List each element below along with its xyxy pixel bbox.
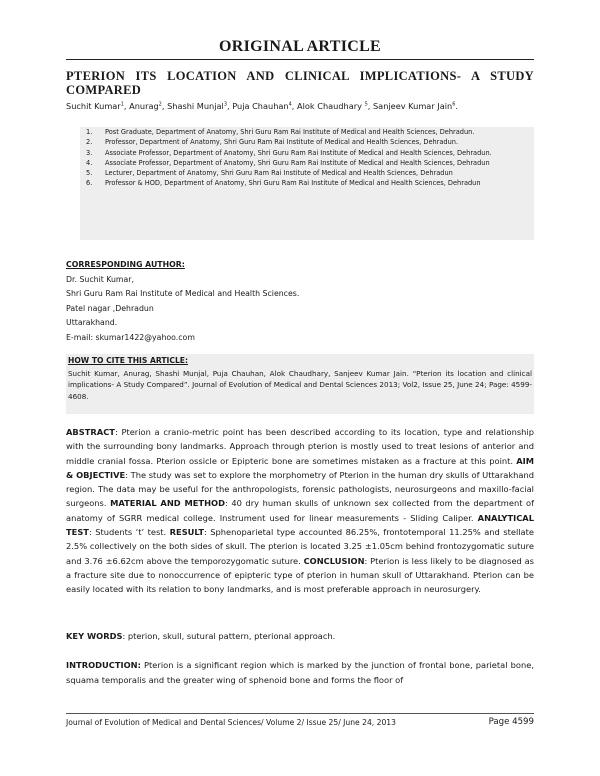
- affiliation-number: 3.: [86, 148, 93, 157]
- author-affiliation-number: 2: [158, 101, 162, 108]
- affiliation-text: Professor & HOD, Department of Anatomy, Shri Guru Ram Rai Institute of Medical and Health Sciences, Dehradun: [105, 179, 481, 188]
- introduction-text: Pterion is a significant region which is marked by the junction of frontal bone, parietal bone, squama temporalis and the greater wing of sphenoid bone and forms the floor of: [66, 660, 534, 686]
- article-title: PTERION ITS LOCATION AND CLINICAL IMPLICATIONS- A STUDY COMPARED: [66, 69, 534, 97]
- affiliation-item: [80, 137, 534, 147]
- abstract-background-text: : Pterion a cranio-metric point has been described according to its location, type and relationship with the surrounding bony landmarks. Approach through pterion is mostly used to treat lesions of anterior and middle cranial fossa. Pterion ossicle or Epipteric bone are sometimes mistaken as a fracture at this point.: [66, 427, 534, 466]
- affiliation-text: Associate Professor, Department of Anatomy, Shri Guru Ram Rai Institute of Medical and Health Sciences, Dehradun.: [105, 148, 492, 157]
- affiliations-list: [80, 127, 534, 189]
- author-separator: ,: [227, 101, 233, 111]
- footer-page-number: Page 4599: [488, 717, 534, 727]
- conclusion-text: : Pterion is less likely to be diagnosed as a fracture site due to nonoccurrence of epipteric type of pterion in human skull of Uttarakhand. Pterion can be easily located with its relation to bony landmarks, and is most preferable approach in neurosurgery.: [66, 555, 534, 595]
- header-divider: [66, 59, 534, 60]
- author-name: Puja Chauhan: [232, 101, 289, 111]
- article-type-header: ORIGINAL ARTICLE: [218, 38, 382, 55]
- author-separator: ,: [123, 101, 130, 111]
- affiliation-item: [80, 127, 534, 137]
- citation-text: Suchit Kumar, Anurag, Shashi Munjal, Puja Chauhan, Alok Chaudhary, Sanjeev Kumar Jain. “Pterion its location and clinical implications- A Study Compared”. Journal of Evolution of Medical and Dental Sciences 2013; Vol2, Issue 25, June 24; Page: 4599-4608.: [68, 369, 532, 401]
- affiliation-number: 2.: [86, 138, 93, 147]
- author-affiliation-number: 1: [120, 101, 124, 108]
- author-affiliation-number: 4: [288, 101, 292, 108]
- keywords-text: : pterion, skull, sutural pattern, pterional approach.: [122, 631, 336, 641]
- affiliation-item: [80, 178, 534, 188]
- author-name: Shashi Munjal: [167, 101, 224, 111]
- aim-text: : The study was set to explore the morphometry of Pterion in the human dry skulls of Uttarakhand region. The data may be useful for the anthropologists, forensic pathologists, neurosurgeons and maxillo-facial surgeons.: [66, 469, 534, 509]
- author-affiliation-number: 5: [364, 101, 368, 108]
- author-affiliation-number: 6: [452, 101, 456, 108]
- author-name: Sanjeev Kumar Jain: [372, 101, 453, 111]
- affiliation-number: 4.: [86, 158, 93, 167]
- author-affiliation-number: 3: [223, 101, 227, 108]
- affiliation-text: Associate Professor, Department of Anatomy, Shri Guru Ram Rai Institute of Medical and Health Sciences, Dehradun: [105, 158, 490, 167]
- author-separator: ,: [367, 101, 373, 111]
- author-name: Alok Chaudhary: [297, 101, 365, 111]
- footer-journal-info: Journal of Evolution of Medical and Dental Sciences/ Volume 2/ Issue 25/ June 24, 2013: [66, 718, 396, 727]
- affiliation-item: [80, 158, 534, 168]
- author-separator: ,: [291, 101, 298, 111]
- abstract-paragraph: [66, 425, 534, 597]
- citation-box: [66, 354, 534, 414]
- corresponding-author-email: E-mail: skumar1422@yahoo.com: [66, 332, 195, 342]
- affiliation-number: 5.: [86, 169, 93, 178]
- affiliation-item: [80, 168, 534, 178]
- author-separator: ,: [161, 101, 168, 111]
- result-text: : Sphenoparietal type accounted 86.25%, frontotemporal 11.25% and stellate 2.5% collectively on the both sides of skull. The pterion is located 3.25 ±1.05cm behind frontozygomatic suture and 3.76 ±6.62cm above the temporozygomatic suture.: [66, 527, 534, 566]
- corresponding-author-heading: CORRESPONDING AUTHOR:: [66, 260, 185, 269]
- citation-heading: HOW TO CITE THIS ARTICLE:: [68, 356, 189, 365]
- affiliation-item: [80, 148, 534, 158]
- abstract-heading: ABSTRACT: [66, 427, 115, 437]
- corresponding-author-name: Dr. Suchit Kumar,: [66, 274, 134, 284]
- author-name: Anurag: [129, 101, 159, 111]
- author-name: Suchit Kumar: [66, 101, 121, 111]
- result-heading: RESULT: [169, 527, 204, 538]
- corresponding-author-address: Patel nagar ,Dehradun: [66, 303, 154, 313]
- keywords-heading: KEY WORDS: [66, 631, 123, 641]
- keywords-line: [66, 629, 534, 643]
- method-text: : 40 dry human skulls of unknown sex collected from the department of anatomy of SGRR medical college. Instrument used for linear measurements - Sliding Caliper.: [66, 498, 535, 523]
- affiliation-number: 6.: [86, 179, 93, 188]
- corresponding-author-institute: Shri Guru Ram Rai Institute of Medical and Health Sciences.: [66, 289, 300, 298]
- analytical-test-heading: ANALYTICAL TEST: [66, 512, 534, 538]
- affiliations-box: [80, 127, 534, 240]
- method-heading: MATERIAL AND METHOD: [110, 498, 225, 509]
- introduction-heading: INTRODUCTION:: [66, 660, 141, 670]
- introduction-paragraph: [66, 658, 534, 689]
- affiliation-text: Professor, Department of Anatomy, Shri Guru Ram Rai Institute of Medical and Health Sciences, Dehradun.: [105, 138, 459, 147]
- footer-divider: [66, 713, 534, 714]
- aim-heading: AIM & OBJECTIVE: [66, 455, 534, 480]
- affiliation-text: Lecturer, Department of Anatomy, Shri Guru Ram Rai Institute of Medical and Health Sciences, Dehradun: [105, 169, 453, 178]
- author-list: [66, 101, 534, 111]
- analytical-test-text: : Students ‘t’ test.: [88, 527, 170, 538]
- corresponding-author-block: [66, 258, 534, 345]
- corresponding-author-state: Uttarakhand.: [66, 318, 118, 327]
- affiliation-text: Post Graduate, Department of Anatomy, Shri Guru Ram Rai Institute of Medical and Health Sciences, Dehradun.: [105, 128, 475, 136]
- affiliation-number: 1.: [86, 128, 93, 136]
- conclusion-heading: CONCLUSION: [303, 555, 365, 566]
- author-separator: .: [455, 101, 458, 111]
